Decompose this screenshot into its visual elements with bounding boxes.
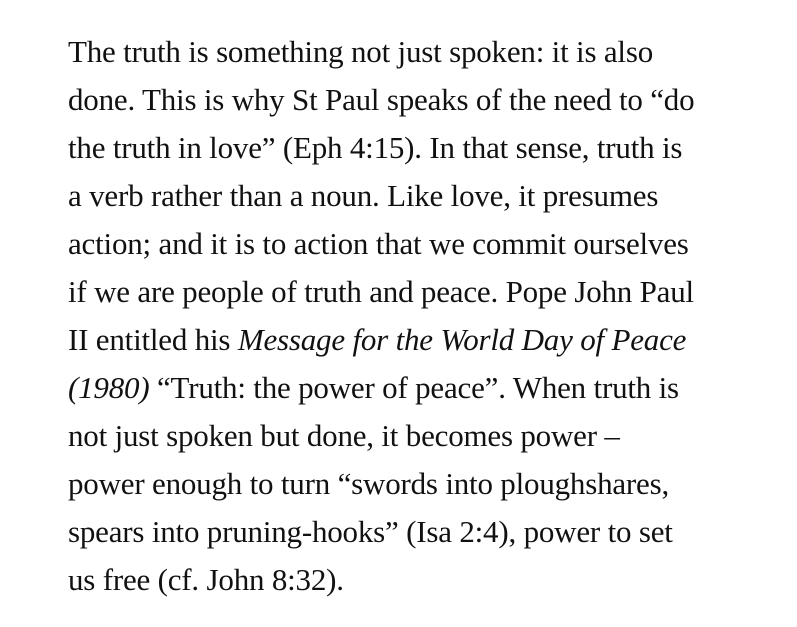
text-line-8-rest: “Truth: the power of peace”. When truth is <box>149 370 679 405</box>
text-line-5: action; and it is to action that we commit ourselves <box>68 226 689 261</box>
text-line-1: The truth is something not just spoken: it is also <box>68 34 654 69</box>
text-line-11: spears into pruning-hooks” (Isa 2:4), power to set <box>68 514 673 549</box>
text-line-8 <box>68 364 778 412</box>
text-line-3: the truth in love” (Eph 4:15). In that sense, truth is <box>68 130 683 165</box>
body-paragraph <box>68 28 778 604</box>
text-line-9: not just spoken but done, it becomes power – <box>68 418 620 453</box>
text-line-12: us free (cf. John 8:32). <box>68 562 344 597</box>
message-title-italic: Message for the World Day of Peace <box>237 322 687 357</box>
text-line-2: done. This is why St Paul speaks of the need to “do <box>68 82 695 117</box>
text-line-7-prefix: II entitled his <box>68 322 238 357</box>
document-page <box>68 28 778 604</box>
text-line-10: power enough to turn “swords into ploughshares, <box>68 466 670 501</box>
text-line-4: a verb rather than a noun. Like love, it presumes <box>68 178 659 213</box>
message-year-italic: (1980) <box>68 370 150 405</box>
text-line-7 <box>68 316 778 364</box>
text-line-6: if we are people of truth and peace. Pope John Paul <box>68 274 694 309</box>
